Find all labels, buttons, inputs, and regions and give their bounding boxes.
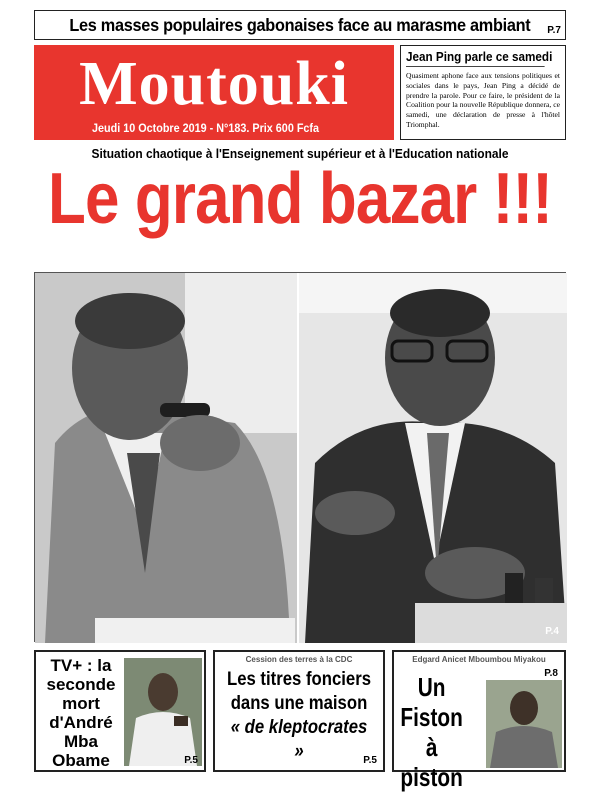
teaser-fiston-line: Un Fiston bbox=[400, 672, 463, 732]
lead-subhead: Situation chaotique à l'Enseignement supérieur et à l'Education nationale bbox=[91, 146, 509, 161]
teaser-land-line: « de kleptocrates » bbox=[230, 717, 368, 762]
side-story-box bbox=[400, 45, 566, 140]
teaser-tv-page-ref: P.5 bbox=[184, 755, 198, 766]
lead-headline: Le grand bazar !!! bbox=[47, 159, 553, 239]
teaser-box-fiston bbox=[392, 650, 566, 792]
teaser-fiston-headline bbox=[398, 672, 465, 792]
masthead bbox=[34, 45, 394, 140]
teaser-fiston-line: à piston bbox=[400, 732, 463, 792]
teaser-box-land bbox=[213, 650, 385, 772]
teaser-land-line: Les titres fonciers bbox=[226, 669, 372, 690]
newspaper-title: Moutouki bbox=[79, 50, 349, 118]
teaser-fiston-kicker: Edgard Anicet Mboumbou Miyakou bbox=[412, 655, 546, 664]
lead-page-ref: P.4 bbox=[545, 626, 559, 637]
lead-photo-illustration bbox=[35, 273, 567, 643]
teaser-fiston-page-ref: P.8 bbox=[544, 668, 558, 679]
teaser-tv-line: d'André bbox=[49, 713, 113, 732]
teaser-tv-line: Mba bbox=[64, 732, 98, 751]
top-headline-banner bbox=[34, 10, 566, 40]
lead-photo bbox=[34, 272, 566, 642]
teaser-land-kicker: Cession des terres à la CDC bbox=[245, 655, 353, 664]
issue-info: Jeudi 10 Octobre 2019 - N°183. Prix 600 Fcfa bbox=[92, 121, 320, 135]
teaser-land-headline bbox=[225, 668, 373, 764]
top-headline: Les masses populaires gabonaises face au marasme ambiant bbox=[69, 14, 531, 35]
teaser-fiston-photo bbox=[486, 680, 562, 768]
teaser-tv-photo bbox=[124, 658, 202, 766]
teaser-tv-line: Obame bbox=[52, 751, 110, 770]
top-headline-page-ref: P.7 bbox=[547, 25, 561, 36]
side-story-title: Jean Ping parle ce samedi bbox=[406, 49, 545, 67]
teaser-tv-line: TV+ : la bbox=[50, 656, 112, 675]
teaser-tv-line: mort bbox=[62, 694, 100, 713]
side-story-text: Quasiment aphone face aux tensions politiques et sociales dans le pays, Jean Ping a décidé de prendre la parole. Pour ce faire, le président de la Coalition pour la nouvelle République donnera, ce samedi, une déclaration de presse à l'hôtel Triomphal. bbox=[406, 71, 560, 129]
teaser-box-tv bbox=[34, 650, 206, 772]
teaser-tv-headline bbox=[40, 656, 122, 770]
teaser-land-line: dans une maison bbox=[230, 693, 368, 714]
teaser-land-page-ref: P.5 bbox=[363, 755, 377, 766]
teaser-tv-line: seconde bbox=[46, 675, 116, 694]
